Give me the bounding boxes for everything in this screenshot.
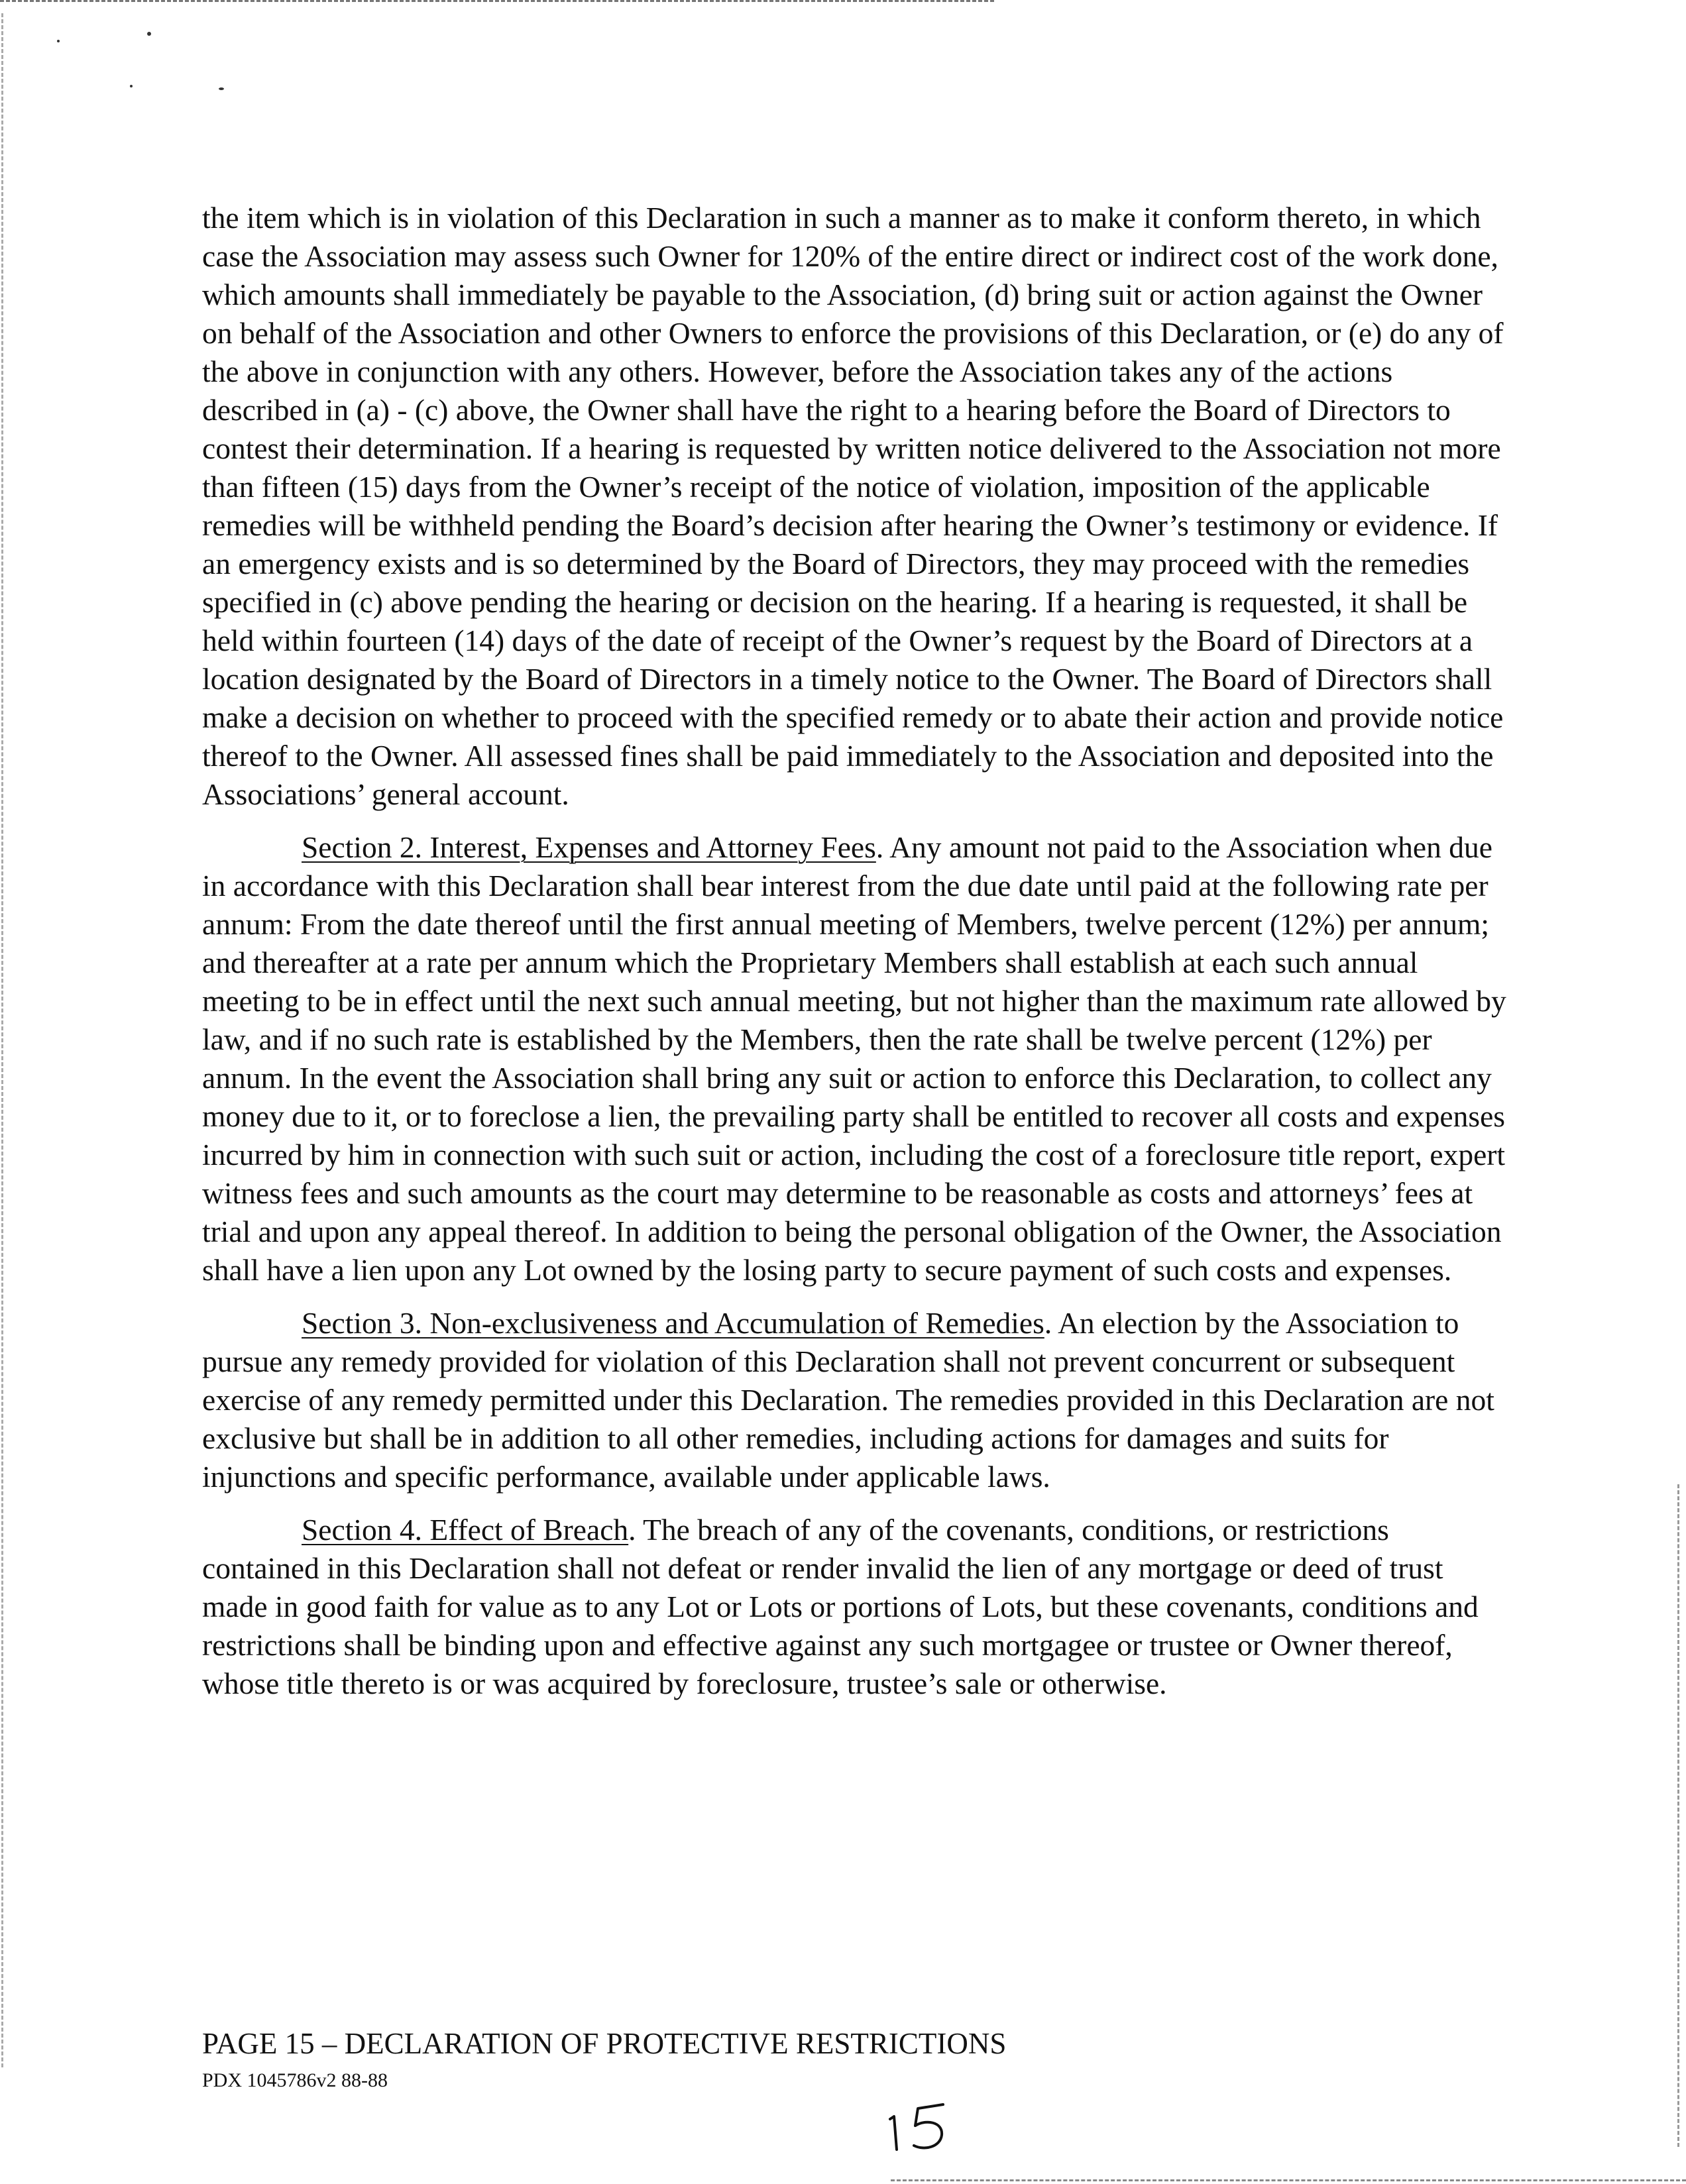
paragraph-text: . Any amount not paid to the Association when due in accordance with this Declaration shall bear interest from the due date until paid at the following rate per annum: From the date thereof until the first annual meeting of Members, twelve percent (12%) per annum; and thereafter at a rate per annum which the Proprietary Members shall establish at each such annual meeting to be in effect until the next such annual meeting, but not higher than the maximum rate allowed by law, and if no such rate is established by the Members, then the rate shall be twelve percent (12%) per annum. In the event the Association shall bring any suit or action to enforce this Declaration, to collect any money due to it, or to foreclose a lien, the prevailing party shall be entitled to recover all costs and expenses incurred by him in connection with such suit or action, including the cost of a foreclosure title report, expert witness fees and such amounts as the court may determine to be reasonable as costs and attorneys’ fees at trial and upon any appeal thereof. In addition to being the personal obligation of the Owner, the Association shall have a lien upon any Lot owned by the losing party to secure payment of such costs and expenses. [202, 830, 1506, 1287]
paragraph-text: the item which is in violation of this Declaration in such a manner as to make it conform thereto, in which case the Association may assess such Owner for 120% of the entire direct or indirect cost of the work done, which amounts shall immediately be payable to the Association, (d) bring suit or action against the Owner on behalf of the Association and other Owners to enforce the provisions of this Declaration, or (e) do any of the above in conjunction with any others. However, before the Association takes any of the actions described in (a) - (c) above, the Owner shall have the right to a hearing before the Board of Directors to contest their determination. If a hearing is requested by written notice delivered to the Association not more than fifteen (15) days from the Owner’s receipt of the notice of violation, imposition of the applicable remedies will be withheld pending the Board’s decision after hearing the Owner’s testimony or evidence. If an emergency exists and is so determined by the Board of Directors, they may proceed with the remedies specified in (c) above pending the hearing or decision on the hearing. If a hearing is requested, it shall be held within fourteen (14) days of the date of receipt of the Owner’s request by the Board of Directors at a location designated by the Board of Directors in a timely notice to the Owner. The Board of Directors shall make a decision on whether to proceed with the specified remedy or to abate their action and provide notice thereof to the Owner. All assessed fines shall be paid immediately to the Association and deposited into the Associations’ general account. [202, 201, 1504, 811]
section-heading: Section 4. Effect of Breach [302, 1513, 629, 1547]
paragraph-section-4 [202, 1511, 1508, 1703]
document-body [202, 199, 1508, 1718]
scan-speck [219, 87, 224, 90]
handwritten-page-number [885, 2099, 971, 2152]
section-heading: Section 3. Non-exclusiveness and Accumulation of Remedies [302, 1306, 1044, 1340]
scan-edge-left [1, 13, 3, 2067]
paragraph-continuation [202, 199, 1508, 814]
paragraph-text: . An election by the Association to pursue any remedy provided for violation of this Declaration shall not prevent concurrent or subsequent exercise of any remedy permitted under this Declaration. The remedies provided in this Declaration are not exclusive but shall be in addition to all other remedies, including actions for damages and suits for injunctions and specific performance, available under applicable laws. [202, 1306, 1494, 1494]
scan-speck [57, 40, 60, 42]
page-footer-label: PAGE 15 – DECLARATION OF PROTECTIVE RESTRICTIONS [202, 2027, 1007, 2060]
scan-speck [147, 32, 151, 36]
scan-speck [130, 85, 133, 87]
paragraph-section-2 [202, 828, 1508, 1289]
section-heading: Section 2. Interest, Expenses and Attorney Fees [302, 830, 876, 864]
paragraph-text: . The breach of any of the covenants, conditions, or restrictions contained in this Declaration shall not defeat or render invalid the lien of any mortgage or deed of trust made in good faith for value as to any Lot or Lots or portions of Lots, but these covenants, conditions and restrictions shall be binding upon and effective against any such mortgagee or trustee or Owner thereof, whose title thereto is or was acquired by foreclosure, trustee’s sale or otherwise. [202, 1513, 1479, 1700]
scan-edge-bottom [891, 2179, 1686, 2181]
scan-edge-right [1677, 1484, 1679, 2147]
scan-edge-top [0, 0, 994, 2]
document-id: PDX 1045786v2 88-88 [202, 2069, 388, 2091]
paragraph-section-3 [202, 1304, 1508, 1496]
